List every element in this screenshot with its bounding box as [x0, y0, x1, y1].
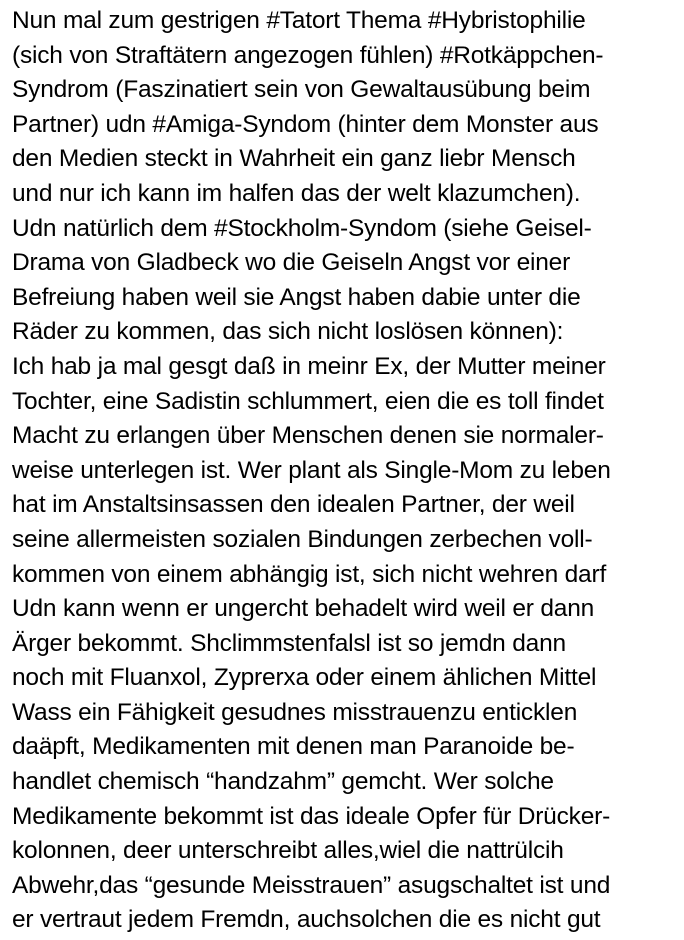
text-line-10: Räder zu kommen, das sich nicht loslösen können):	[12, 318, 564, 346]
text-line-13: Macht zu erlangen über Menschen denen sie normaler-	[12, 422, 604, 450]
text-line-21: Wass ein Fähigkeit gesudnes misstrauenzu enticklen	[12, 698, 578, 726]
text-line-6: und nur ich kann im halfen das der welt klazumchen).	[12, 179, 581, 207]
text-line-14: weise unterlegen ist. Wer plant als Single-Mom zu leben	[12, 456, 611, 484]
text-line-16: seine allermeisten sozialen Bindungen zerbechen voll-	[12, 525, 593, 553]
text-line-25: kolonnen, deer unterschreibt alles,wiel die nattrülcih	[12, 837, 564, 865]
text-line-2: (sich von Straftätern angezogen fühlen) #Rotkäppchen-	[12, 41, 604, 69]
text-line-27: er vertraut jedem Fremdn, auchsolchen die es nicht gut	[12, 906, 601, 934]
text-line-8: Drama von Gladbeck wo die Geiseln Angst vor einer	[12, 249, 571, 277]
text-line-15: hat im Anstaltsinsassen den idealen Partner, der weil	[12, 491, 575, 519]
text-line-7: Udn natürlich dem #Stockholm-Syndom (siehe Geisel-	[12, 214, 592, 242]
text-line-11: Ich hab ja mal gesgt daß in meinr Ex, der Mutter meiner	[12, 352, 606, 380]
text-line-9: Befreiung haben weil sie Angst haben dabie unter die	[12, 283, 581, 311]
text-line-5: den Medien steckt in Wahrheit ein ganz liebr Mensch	[12, 145, 576, 173]
text-line-24: Medikamente bekommt ist das ideale Opfer für Drücker-	[12, 802, 611, 830]
text-line-4: Partner) udn #Amiga-Syndom (hinter dem Monster aus	[12, 110, 599, 138]
text-line-19: Ärger bekommt. Shclimmstenfalsl ist so jemdn dann	[12, 629, 566, 657]
text-line-18: Udn kann wenn er ungercht behadelt wird weil er dann	[12, 595, 595, 623]
text-line-3: Syndrom (Faszinatiert sein von Gewaltausübung beim	[12, 76, 591, 104]
text-line-20: noch mit Fluanxol, Zyprerxa oder einem ählichen Mittel	[12, 664, 597, 692]
text-line-12: Tochter, eine Sadistin schlummert, eien die es toll findet	[12, 387, 604, 415]
text-line-23: handlet chemisch “handzahm” gemcht. Wer solche	[12, 768, 554, 796]
text-line-26: Abwehr,das “gesunde Meisstrauen” asugschaltet ist und	[12, 871, 611, 899]
text-line-17: kommen von einem abhängig ist, sich nicht wehren darf	[12, 560, 607, 588]
text-line-1: Nun mal zum gestrigen #Tatort Thema #Hybristophilie	[12, 7, 586, 34]
body-text	[12, 4, 680, 938]
text-line-22: daäpft, Medikamenten mit denen man Paranoide be-	[12, 733, 575, 761]
